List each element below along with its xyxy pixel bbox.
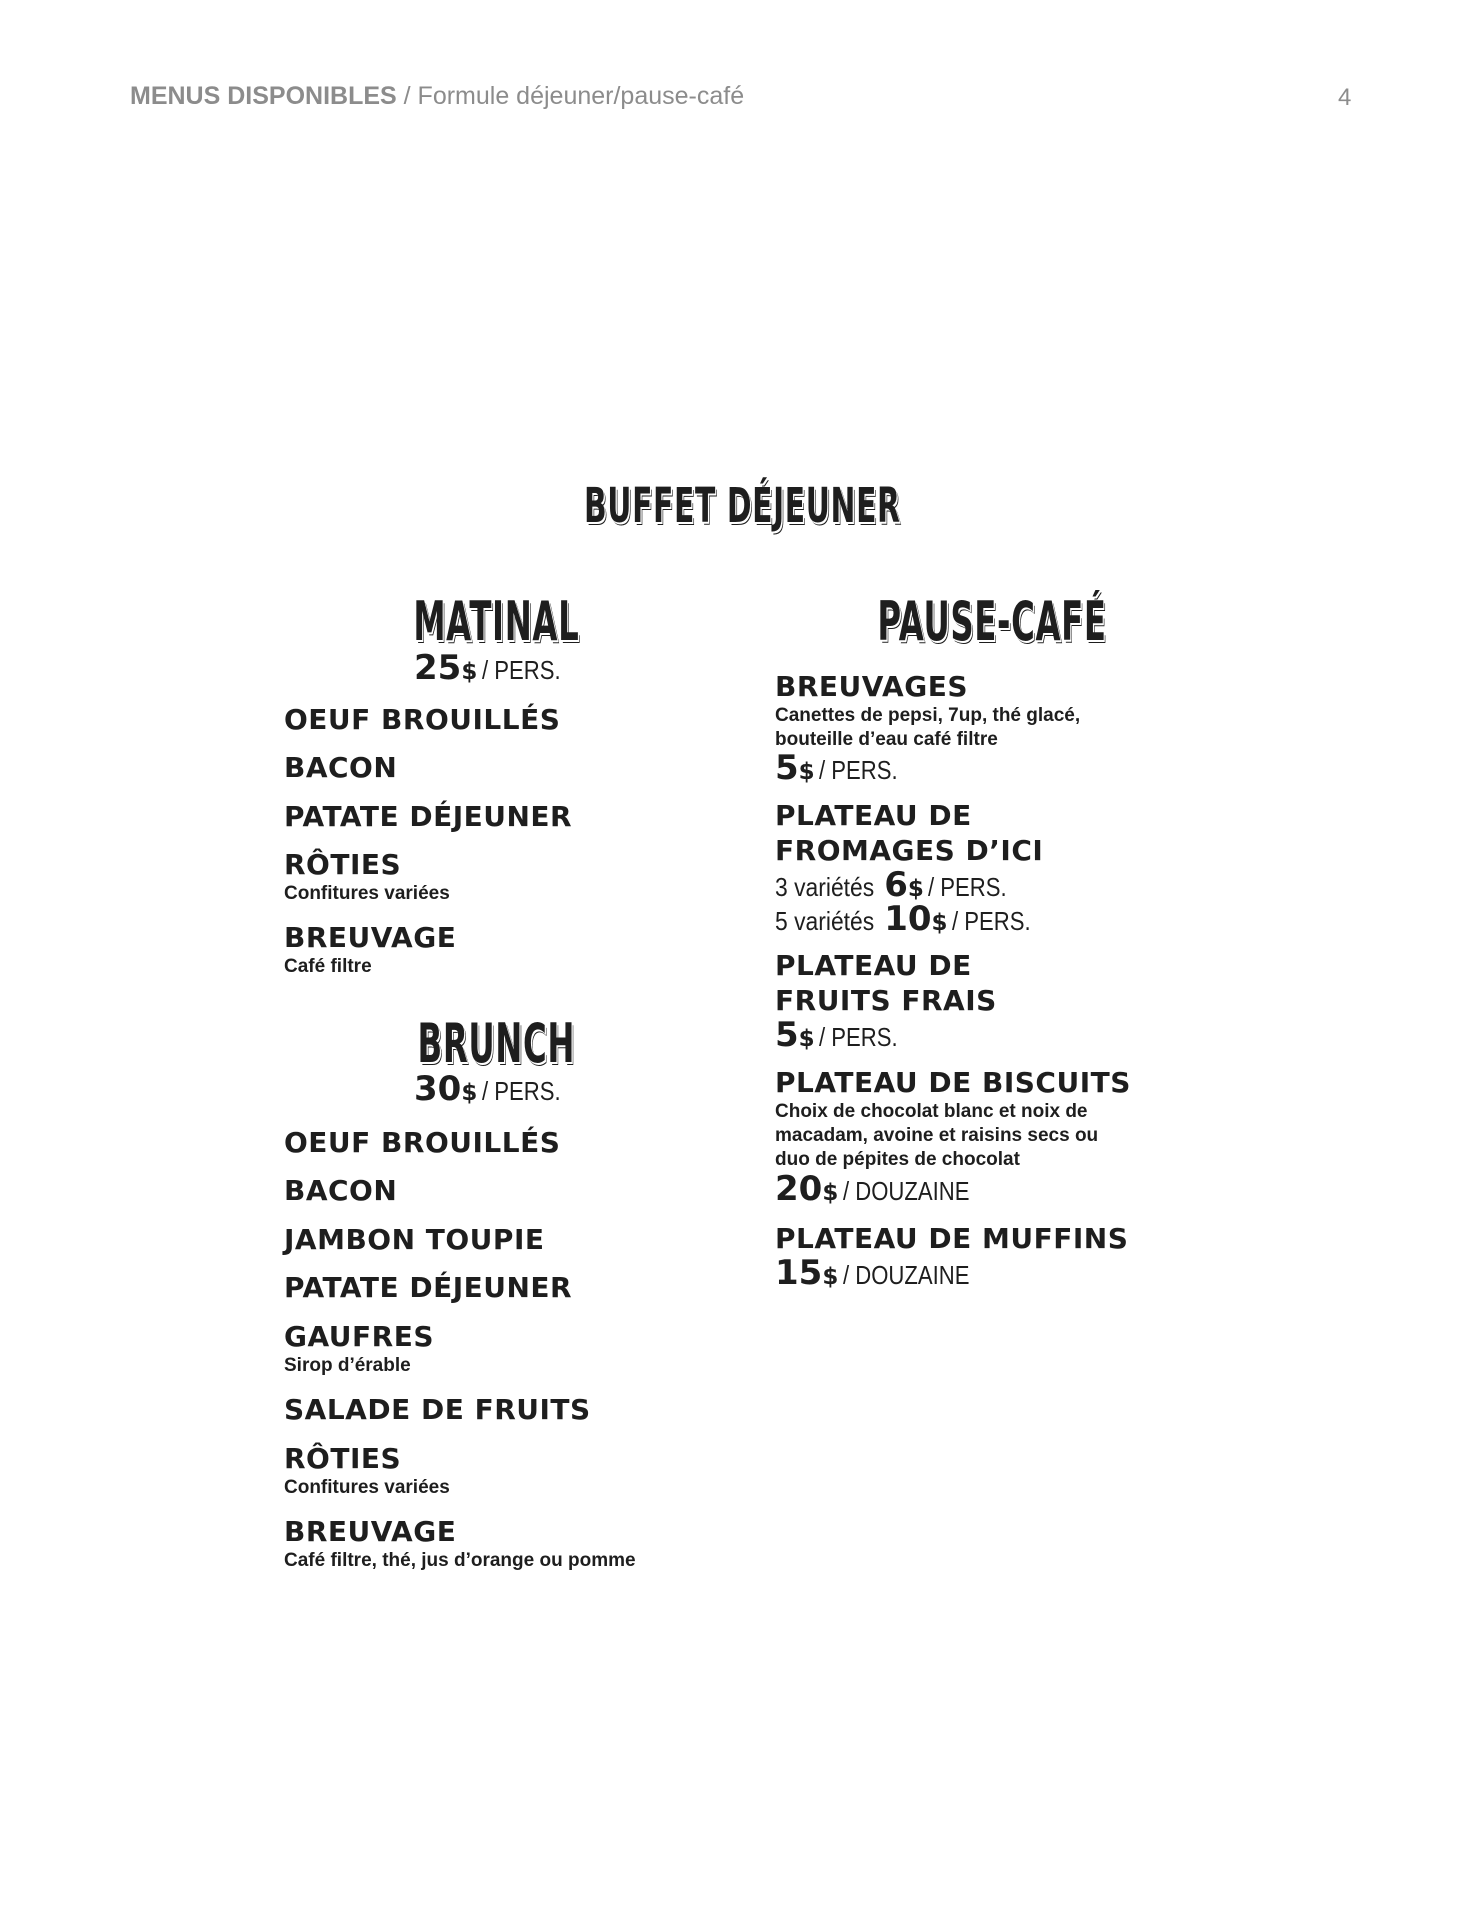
matinal-price-unit: / PERS. xyxy=(481,655,561,685)
main-title: BUFFET DÉJEUNER xyxy=(583,478,901,534)
price-unit: / DOUZAINE xyxy=(842,1260,970,1290)
price-currency: $ xyxy=(798,1026,815,1052)
brunch-item-roties: RÔTIES xyxy=(284,1442,402,1475)
header-section: MENUS DISPONIBLES xyxy=(130,82,397,110)
price-unit: / PERS. xyxy=(819,755,898,785)
price-currency: $ xyxy=(822,1180,839,1206)
price-amount: 5 xyxy=(775,1015,799,1055)
name-line: PLATEAU DE xyxy=(775,799,972,832)
brunch-price-amount: 30 xyxy=(414,1069,462,1109)
pause-cafe-title: PAUSE-CAFÉ xyxy=(877,590,1107,653)
price-currency: $ xyxy=(798,759,815,785)
matinal-title-block xyxy=(284,590,708,653)
matinal-price-currency: $ xyxy=(461,659,478,685)
name-line: FROMAGES D’ICI xyxy=(775,834,1044,867)
desc-line: bouteille d’eau café filtre xyxy=(775,729,998,750)
brunch-price-unit: / PERS. xyxy=(481,1076,561,1106)
pause-item-biscuits-desc xyxy=(775,1100,1098,1172)
price-currency: $ xyxy=(907,876,924,902)
brunch-title: BRUNCH xyxy=(417,1012,575,1075)
price-amount: 5 xyxy=(775,748,799,788)
matinal-item-oeuf: OEUF BROUILLÉS xyxy=(284,703,561,736)
brunch-item-patate: PATATE DÉJEUNER xyxy=(284,1271,573,1304)
price-prefix: 5 variétés xyxy=(775,906,875,936)
desc-line: Canettes de pepsi, 7up, thé glacé, xyxy=(775,705,1081,726)
price-amount: 6 xyxy=(884,865,908,905)
price-unit: / PERS. xyxy=(819,1022,898,1052)
name-line: PLATEAU DE xyxy=(775,949,972,982)
page-number: 4 xyxy=(1338,84,1352,111)
pause-item-fruits-price xyxy=(775,1015,912,1055)
pause-item-breuvages-price xyxy=(775,748,912,788)
matinal-item-patate: PATATE DÉJEUNER xyxy=(284,800,573,833)
brunch-item-oeuf: OEUF BROUILLÉS xyxy=(284,1126,561,1159)
price-amount: 10 xyxy=(884,899,932,939)
pause-item-biscuits: PLATEAU DE BISCUITS xyxy=(775,1066,1131,1099)
main-title-block xyxy=(0,478,1484,534)
price-unit: / DOUZAINE xyxy=(842,1176,970,1206)
name-line: FRUITS FRAIS xyxy=(775,984,997,1017)
brunch-item-breuvage-desc: Café filtre, thé, jus d’orange ou pomme xyxy=(284,1550,636,1571)
header-subtitle: Formule déjeuner/pause-café xyxy=(417,82,745,110)
brunch-item-gaufres-desc: Sirop d’érable xyxy=(284,1355,411,1376)
matinal-item-roties-desc: Confitures variées xyxy=(284,883,450,904)
matinal-item-bacon: BACON xyxy=(284,751,398,784)
brunch-price xyxy=(414,1069,574,1109)
price-prefix: 3 variétés xyxy=(775,872,875,902)
pause-item-fromages-price-5 xyxy=(775,899,1044,939)
desc-line: macadam, avoine et raisins secs ou xyxy=(775,1125,1099,1146)
matinal-item-breuvage: BREUVAGE xyxy=(284,921,457,954)
matinal-item-roties: RÔTIES xyxy=(284,848,402,881)
pause-item-fruits xyxy=(775,948,997,1018)
pause-cafe-title-block xyxy=(775,590,1209,653)
header-separator: / xyxy=(396,82,418,110)
matinal-title: MATINAL xyxy=(412,590,579,653)
brunch-price-currency: $ xyxy=(461,1080,478,1106)
matinal-price-amount: 25 xyxy=(414,648,462,688)
pause-item-breuvages: BREUVAGES xyxy=(775,670,968,703)
price-unit: / PERS. xyxy=(928,872,1007,902)
desc-line: Choix de chocolat blanc et noix de xyxy=(775,1101,1088,1122)
brunch-item-bacon: BACON xyxy=(284,1174,398,1207)
price-unit: / PERS. xyxy=(951,906,1031,936)
pause-item-muffins-price xyxy=(775,1253,992,1293)
brunch-item-roties-desc: Confitures variées xyxy=(284,1477,450,1498)
price-currency: $ xyxy=(822,1264,839,1290)
pause-item-biscuits-price xyxy=(775,1169,992,1209)
brunch-item-jambon: JAMBON TOUPIE xyxy=(284,1223,545,1256)
pause-item-fromages xyxy=(775,798,1043,868)
brunch-item-breuvage: BREUVAGE xyxy=(284,1515,457,1548)
price-amount: 20 xyxy=(775,1169,823,1209)
page-header xyxy=(130,82,744,111)
price-currency: $ xyxy=(931,910,948,936)
matinal-price xyxy=(414,648,574,688)
matinal-item-breuvage-desc: Café filtre xyxy=(284,956,372,977)
brunch-item-salade: SALADE DE FRUITS xyxy=(284,1393,591,1426)
pause-item-muffins: PLATEAU DE MUFFINS xyxy=(775,1222,1129,1255)
brunch-item-gaufres: GAUFRES xyxy=(284,1320,435,1353)
brunch-title-block xyxy=(284,1012,708,1075)
desc-line: duo de pépites de chocolat xyxy=(775,1149,1020,1170)
price-amount: 15 xyxy=(775,1253,823,1293)
pause-item-breuvages-desc xyxy=(775,704,1080,752)
